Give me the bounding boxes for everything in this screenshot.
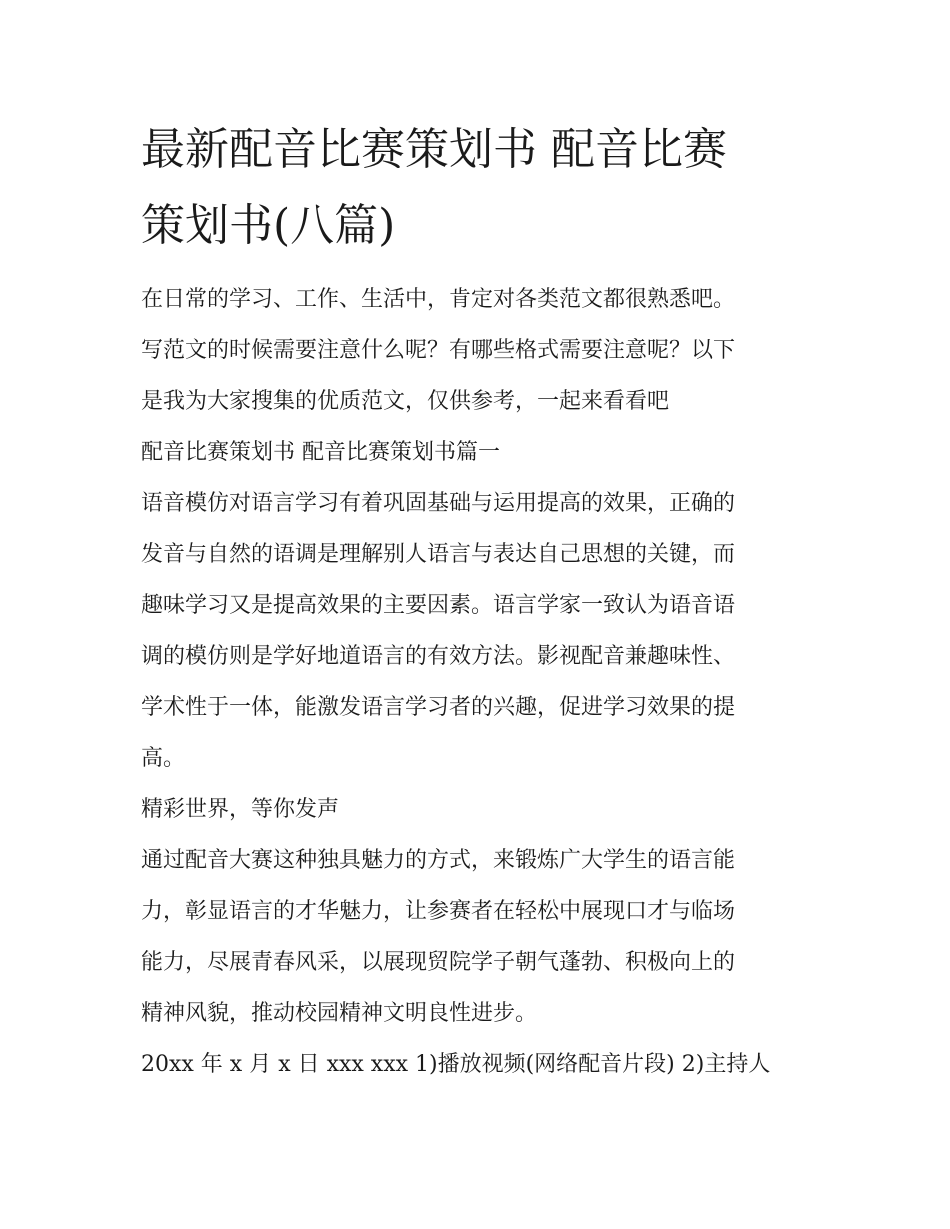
- body-paragraph-2: 通过配音大赛这种独具魅力的方式，来锻炼广大学生的语言能 力，彰显语言的才华魅力，让参赛者在轻松中展现口才与临场 能力，尽展青春风采，以展现贸院学子朝气蓬勃、积极向上的 精神风貌，推动校园精神文明良性进步。: [141, 848, 736, 1026]
- slogan-line: 精彩世界，等你发声: [141, 797, 340, 822]
- document-page: [141, 112, 816, 1090]
- section-heading: 配音比赛策划书 配音比赛策划书篇一: [141, 440, 500, 465]
- document-title: 最新配音比赛策划书 配音比赛 策划书(八篇): [141, 124, 727, 251]
- body-paragraph-1: 语音模仿对语言学习有着巩固基础与运用提高的效果，正确的 发音与自然的语调是理解别人语言与表达自己思想的关键，而 趣味学习又是提高效果的主要因素。语言学家一致认为语音语 调的模仿则是学好地道语言的有效方法。影视配音兼趣味性、 学术性于一体，能激发语言学习者的兴趣，促进学习效果的提 高。: [141, 491, 736, 771]
- intro-paragraph: 在日常的学习、工作、生活中，肯定对各类范文都很熟悉吧。 写范文的时候需要注意什么呢？有哪些格式需要注意呢？以下 是我为大家搜集的优质范文，仅供参考，一起来看看吧: [141, 287, 736, 414]
- body-paragraph-3: 20xx 年 x 月 x 日 xxx xxx 1)播放视频(网络配音片段) 2)主持人: [141, 1052, 771, 1077]
